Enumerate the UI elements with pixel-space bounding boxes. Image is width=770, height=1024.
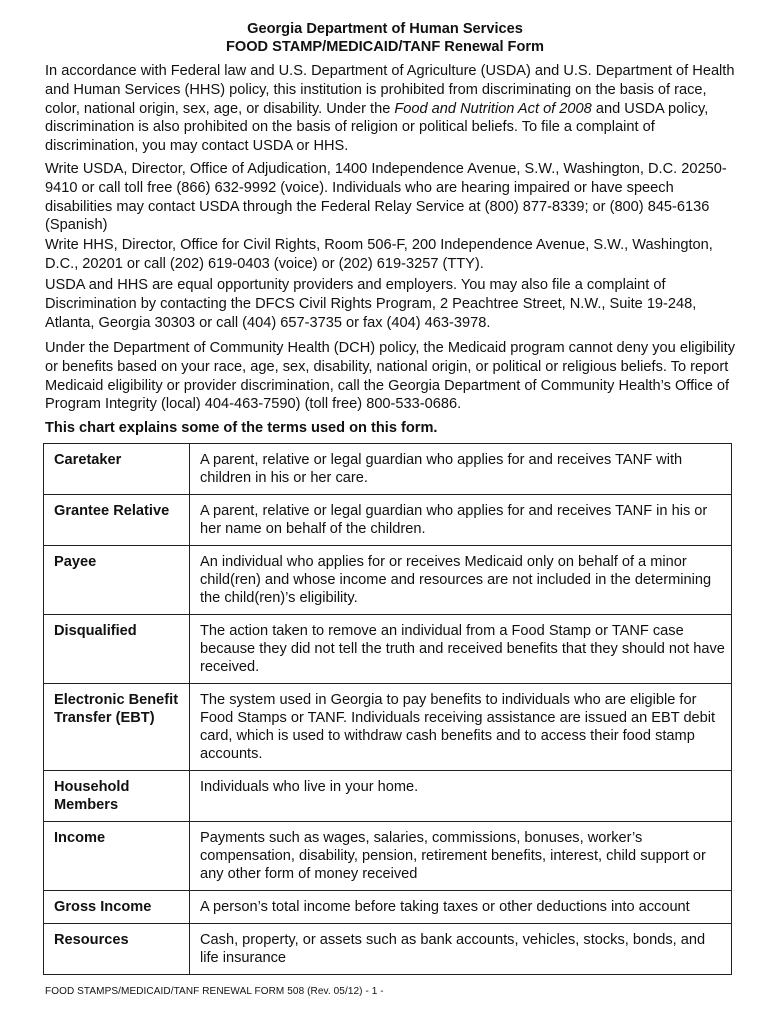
statement-text-part2: and USDA policy, discrimination is also prohibited on the basis of religion or political beliefs. To file a complaint of discrimination, you may contact USDA or HHS. <box>45 100 709 155</box>
term-cell: Caretaker <box>44 444 190 495</box>
agency-name: Georgia Department of Human Services <box>247 21 523 37</box>
term-cell: Income <box>44 822 190 891</box>
term-cell: Household Members <box>44 771 190 822</box>
table-row <box>44 822 732 891</box>
term-cell: Electronic Benefit Transfer (EBT) <box>44 684 190 771</box>
table-row <box>44 495 732 546</box>
term-cell: Disqualified <box>44 615 190 684</box>
table-row <box>44 444 732 495</box>
table-row <box>44 684 732 771</box>
dfcs-contact-text: USDA and HHS are equal opportunity providers and employers. You may also file a complaint of Discrimination by contacting the DFCS Civil Rights Program, 2 Peachtree Street, N.W., Suite 19-248, Atlanta, Georgia 30303 or call (404) 657-3735 or fax (404) 463-3978. <box>45 277 697 331</box>
definition-cell: A person’s total income before taking taxes or other deductions into account <box>190 891 732 924</box>
nondiscrimination-statement <box>45 62 735 161</box>
term-cell: Grantee Relative <box>44 495 190 546</box>
dch-policy-text: Under the Department of Community Health (DCH) policy, the Medicaid program cannot deny you eligibility or benefits based on your race, age, sex, disability, national origin, or political or religious beliefs. To report Medicaid eligibility or provider discrimination, call the Georgia Department of Community Health’s Office of Program Integrity (local) 404-463-7590) (toll free) 800-533-0686. <box>45 340 735 413</box>
hhs-contact-paragraph <box>45 236 735 279</box>
table-row <box>44 924 732 975</box>
hhs-contact-text: Write HHS, Director, Office for Civil Rights, Room 506-F, 200 Independence Avenue, S.W., Washington, D.C., 20201 or call (202) 619-0403 (voice) or (202) 619-3257 (TTY). <box>45 237 713 272</box>
definition-cell: Cash, property, or assets such as bank accounts, vehicles, stocks, bonds, and life insurance <box>190 924 732 975</box>
table-row <box>44 891 732 924</box>
document-header <box>0 20 770 56</box>
table-row <box>44 546 732 615</box>
table-row <box>44 615 732 684</box>
definition-cell: An individual who applies for or receives Medicaid only on behalf of a minor child(ren) and whose income and resources are not included in the determining the child(ren)’s eligibility. <box>190 546 732 615</box>
definition-cell: A parent, relative or legal guardian who applies for and receives TANF with children in his or her care. <box>190 444 732 495</box>
term-cell: Resources <box>44 924 190 975</box>
definition-cell: The action taken to remove an individual from a Food Stamp or TANF case because they did not tell the truth and received benefits that they should not have received. <box>190 615 732 684</box>
page-footer: FOOD STAMPS/MEDICAID/TANF RENEWAL FORM 508 (Rev. 05/12) - 1 - <box>45 986 384 997</box>
definition-cell: A parent, relative or legal guardian who applies for and receives TANF in his or her name on behalf of the children. <box>190 495 732 546</box>
usda-contact-text: Write USDA, Director, Office of Adjudication, 1400 Independence Avenue, S.W., Washington, D.C. 20250-9410 or call toll free (866) 632-9992 (voice). Individuals who are hearing impaired or have speech disabilities may contact USDA through the Federal Relay Service at (800) 877-8339; or (800) 845-6136 (Spanish) <box>45 161 727 234</box>
table-row <box>44 771 732 822</box>
act-title: Food and Nutrition Act of 2008 <box>394 100 592 117</box>
terms-table <box>43 443 732 975</box>
dch-policy-paragraph <box>45 339 735 419</box>
dfcs-contact-paragraph <box>45 276 735 337</box>
term-cell: Payee <box>44 546 190 615</box>
usda-contact-paragraph <box>45 160 735 240</box>
statement-text-part1: In accordance with Federal law and U.S. Department of Agriculture (USDA) and U.S. Department of Health and Human Services (HHS) policy, this institution is prohibited from discriminating on the basis of race, color, national origin, sex, age, or disability. Under the <box>45 63 735 117</box>
term-cell: Gross Income <box>44 891 190 924</box>
definition-cell: The system used in Georgia to pay benefits to individuals who are eligible for Food Stamps or TANF. Individuals receiving assistance are issued an EBT debit card, which is used to withdraw cash benefits and to access their food stamp accounts. <box>190 684 732 771</box>
form-title: FOOD STAMP/MEDICAID/TANF Renewal Form <box>225 39 545 55</box>
chart-intro-heading: This chart explains some of the terms used on this form. <box>45 420 438 436</box>
definition-cell: Payments such as wages, salaries, commissions, bonuses, worker’s compensation, disability, pension, retirement benefits, interest, child support or any other form of money received <box>190 822 732 891</box>
definition-cell: Individuals who live in your home. <box>190 771 732 822</box>
